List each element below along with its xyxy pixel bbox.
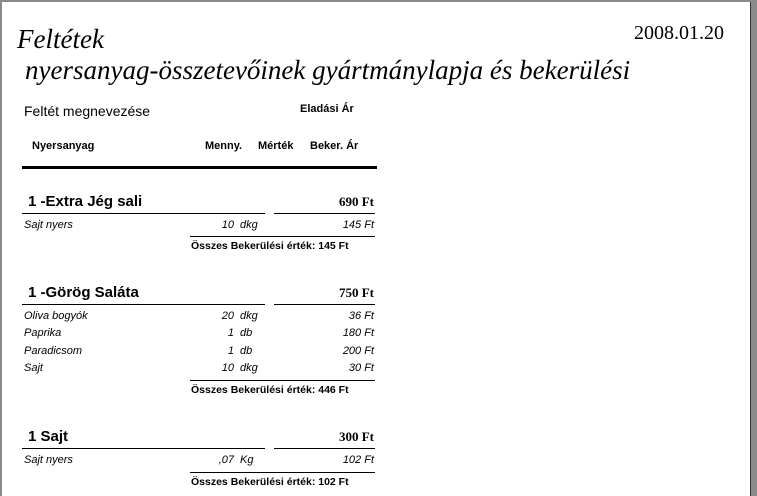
section-price: 690 Ft xyxy=(338,194,374,209)
item-qty: 20 xyxy=(221,310,234,322)
section-name: 1 Sajt xyxy=(28,428,69,445)
header-sale-price-label: Eladási Ár xyxy=(300,103,354,115)
section-underline xyxy=(22,213,265,214)
price-underline xyxy=(274,213,375,214)
item-name: Paradicsom xyxy=(24,345,83,357)
item-unit: dkg xyxy=(240,310,258,322)
section-total: Összes Bekerülési érték: 102 Ft xyxy=(191,476,349,488)
section-total: Összes Bekerülési érték: 145 Ft xyxy=(191,240,349,252)
section-name: 1 -Görög Saláta xyxy=(28,284,139,301)
header-name-label: Feltét megnevezése xyxy=(24,103,151,119)
header-rule xyxy=(22,166,377,169)
header-unit-label: Mérték xyxy=(258,140,294,152)
header-material-label: Nyersanyag xyxy=(32,140,95,152)
item-name: Paprika xyxy=(24,327,62,339)
report-subtitle: nyersanyag-összetevőinek gyártmánylapja és bekerülési xyxy=(25,55,631,85)
section-price: 300 Ft xyxy=(338,429,374,444)
total-rule xyxy=(190,472,375,473)
total-rule xyxy=(190,236,375,237)
header-cost-label: Beker. Ár xyxy=(310,140,359,152)
price-underline xyxy=(274,448,375,449)
item-unit: dkg xyxy=(240,362,258,374)
item-cost: 180 Ft xyxy=(342,327,374,339)
section-underline xyxy=(22,304,265,305)
section-underline xyxy=(22,448,265,449)
item-cost: 145 Ft xyxy=(342,219,374,231)
item-name: Sajt xyxy=(24,362,43,374)
section-total: Összes Bekerülési érték: 446 Ft xyxy=(191,384,349,396)
item-cost: 200 Ft xyxy=(342,345,374,357)
item-cost: 30 Ft xyxy=(348,362,374,374)
item-qty: 1 xyxy=(227,345,234,357)
item-unit: Kg xyxy=(240,454,254,466)
item-qty: 10 xyxy=(221,362,234,374)
section-name: 1 -Extra Jég sali xyxy=(28,193,143,210)
item-name: Sajt nyers xyxy=(24,454,73,466)
item-unit: dkg xyxy=(240,219,258,231)
item-qty: 1 xyxy=(227,327,234,339)
header-qty-label: Menny. xyxy=(205,140,243,152)
report-title: Feltétek xyxy=(17,24,104,54)
item-cost: 36 Ft xyxy=(348,310,374,322)
item-unit: db xyxy=(240,345,253,357)
total-rule xyxy=(190,380,375,381)
section-price: 750 Ft xyxy=(338,285,374,300)
price-underline xyxy=(274,304,375,305)
report-date: 2008.01.20 xyxy=(634,22,724,44)
item-name: Sajt nyers xyxy=(24,219,73,231)
item-cost: 102 Ft xyxy=(342,454,374,466)
item-name: Oliva bogyók xyxy=(24,310,88,322)
item-qty: 10 xyxy=(221,219,234,231)
item-qty: ,07 xyxy=(218,454,234,466)
item-unit: db xyxy=(240,327,253,339)
